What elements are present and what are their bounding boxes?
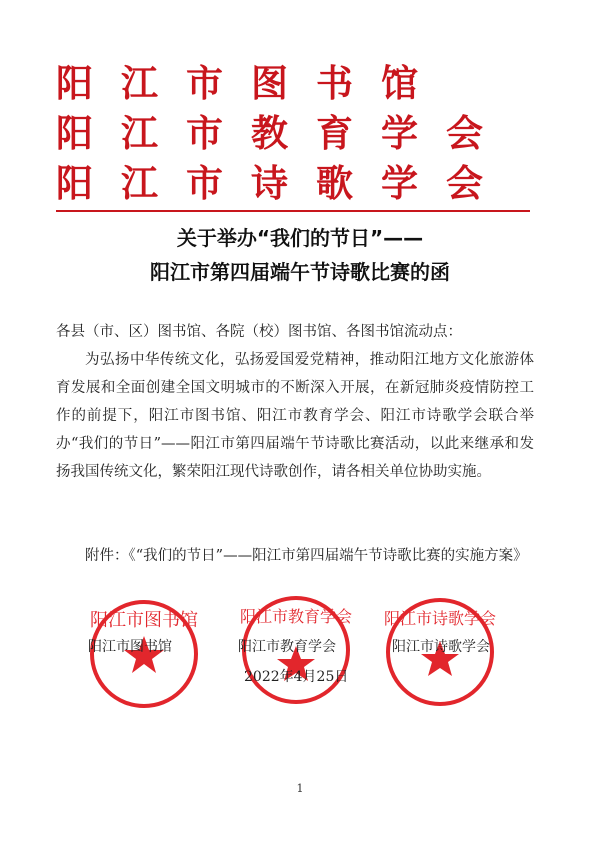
red-divider — [56, 210, 530, 212]
signature-library: 阳江市图书馆 — [88, 639, 172, 655]
letterhead-line-2: 阳江市教育学会 — [56, 111, 511, 155]
salutation: 各县（市、区）图书馆、各院（校）图书馆、各图书馆流动点： — [56, 324, 462, 340]
body-paragraph: 为弘扬中华传统文化，弘扬爱国爱党精神，推动阳江地方文化旅游体育发展和全面创建全国文明城市的不断深入开展，在新冠肺炎疫情防控工作的前提下，阳江市图书馆、阳江市教育学会、阳江市诗歌学会联合举办“我们的节日”——阳江市第四届端午节诗歌比赛活动，以此来继承和发扬我国传统文化，繁荣阳江现代诗歌创作，请各相关单位协助实施。 — [56, 352, 534, 480]
signature-poetry: 阳江市诗歌学会 — [392, 639, 490, 655]
attachment-note: 附件：《“我们的节日”——阳江市第四届端午节诗歌比赛的实施方案》 — [85, 548, 528, 564]
letterhead-line-3: 阳江市诗歌学会 — [56, 161, 511, 205]
document-title-line-1: 关于举办“我们的节日”—— — [176, 226, 424, 250]
signature-education: 阳江市教育学会 — [238, 639, 336, 655]
page-number: 1 — [296, 782, 304, 795]
seal-poetry-text: 阳江市诗歌学会 — [384, 609, 496, 628]
letterhead-line-1: 阳江市图书馆 — [56, 61, 446, 105]
signature-date: 2022年4月25日 — [244, 669, 349, 685]
seal-library-text: 阳江市图书馆 — [90, 610, 198, 631]
letterhead — [56, 58, 526, 208]
document-title-line-2: 阳江市第四届端午节诗歌比赛的函 — [150, 260, 450, 284]
seal-education-text: 阳江市教育学会 — [240, 607, 352, 626]
